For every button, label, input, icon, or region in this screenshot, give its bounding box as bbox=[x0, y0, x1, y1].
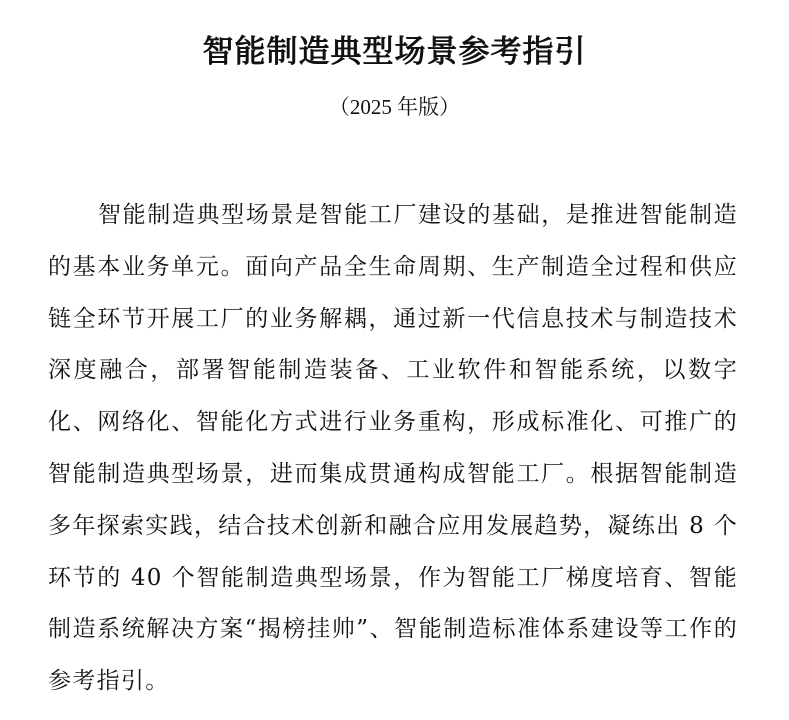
document-subtitle: （2025 年版） bbox=[328, 95, 461, 119]
body-paragraph: 智能制造典型场景是智能工厂建设的基础，是推进智能制造的基本业务单元。面向产品全生命周期、生产制造全过程和供应链全环节开展工厂的业务解耦，通过新一代信息技术与制造技术深度融合，部署智能制造装备、工业软件和智能系统，以数字化、网络化、智能化方式进行业务重构，形成标准化、可推广的智能制造典型场景，进而集成贯通构成智能工厂。根据智能制造多年探索实践，结合技术创新和融合应用发展趋势，凝练出 8 个环节的 40 个智能制造典型场景，作为智能工厂梯度培育、智能制造系统解决方案“揭榜挂帅”、智能制造标准体系建设等工作的参考指引。 bbox=[48, 202, 738, 695]
document-title: 智能制造典型场景参考指引 bbox=[202, 34, 587, 70]
